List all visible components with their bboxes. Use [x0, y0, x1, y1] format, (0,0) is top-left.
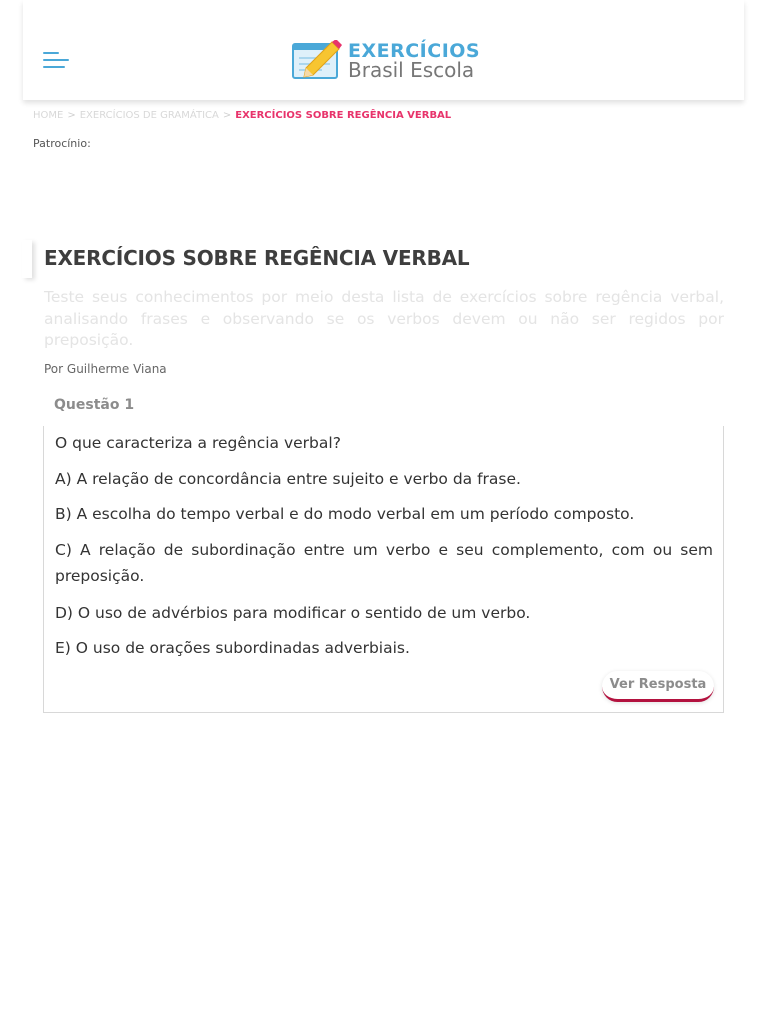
breadcrumb-separator: > [222, 110, 232, 121]
article-lead: Teste seus conhecimentos por meio desta lista de exercícios sobre regência verbal, analisando frases e observando se os verbos devem ou não ser regidos por preposição. [44, 288, 724, 349]
breadcrumb-home-link[interactable]: HOME [33, 110, 64, 121]
breadcrumb [33, 110, 451, 121]
site-logo[interactable] [292, 38, 482, 84]
breadcrumb-current: EXERCÍCIOS SOBRE REGÊNCIA VERBAL [235, 110, 452, 121]
page-title: EXERCÍCIOS SOBRE REGÊNCIA VERBAL [44, 246, 470, 270]
option-e[interactable]: E) O uso de orações subordinadas adverbiais. [55, 639, 410, 657]
option-b[interactable]: B) A escolha do tempo verbal e do modo verbal em um período composto. [55, 505, 635, 523]
breadcrumb-section-link[interactable]: EXERCÍCIOS DE GRAMÁTICA [79, 110, 219, 121]
see-answer-button[interactable]: Ver Resposta [602, 671, 714, 702]
notebook-pencil-icon [292, 40, 342, 80]
question-prompt: O que caracteriza a regência verbal? [55, 434, 341, 452]
site-header [23, 0, 744, 100]
breadcrumb-separator: > [67, 110, 76, 121]
question-label: Questão 1 [54, 397, 135, 413]
logo-title: EXERCÍCIOS [348, 40, 481, 62]
option-c[interactable]: C) A relação de subordinação entre um verbo e seu complemento, com ou sem preposição. [55, 541, 713, 585]
question-card [43, 426, 724, 713]
hamburger-menu-icon[interactable] [43, 50, 71, 70]
option-d[interactable]: D) O uso de advérbios para modificar o sentido de um verbo. [55, 604, 531, 622]
article-author: Por Guilherme Viana [44, 362, 167, 376]
sponsor-label: Patrocínio: [33, 137, 91, 150]
side-tab-decoration [22, 240, 32, 278]
option-a[interactable]: A) A relação de concordância entre sujeito e verbo da frase. [55, 470, 521, 488]
logo-subtitle: Brasil Escola [348, 58, 475, 82]
